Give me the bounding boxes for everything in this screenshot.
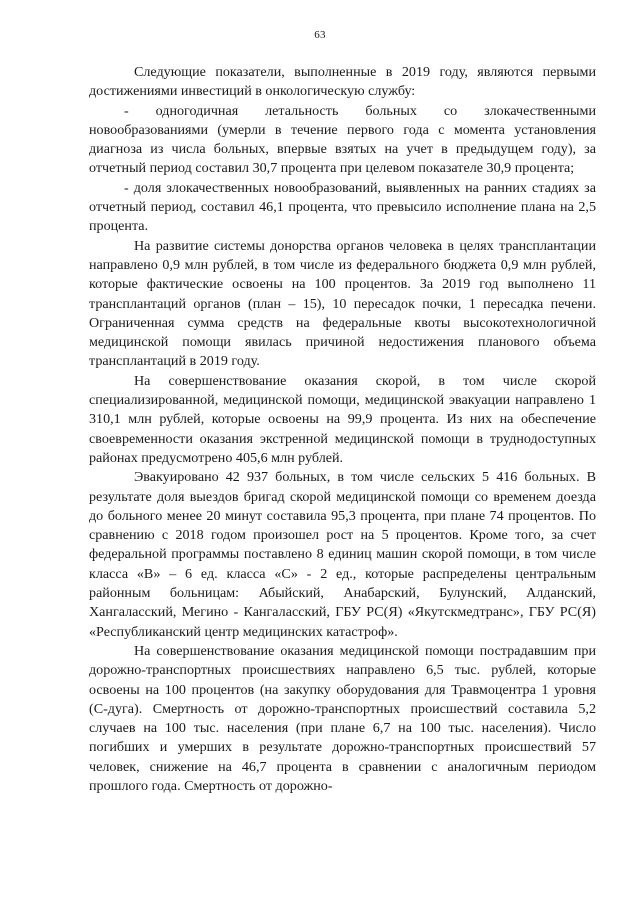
list-item-early-detection: - доля злокачественных новообразований, выявленных на ранних стадиях за отчетный период, составил 46,1 процента, что превысило исполнение плана на 2,5 процента.: [89, 179, 596, 235]
page-number: 63: [314, 29, 326, 41]
paragraph-road-accidents: На совершенствование оказания медицинской помощи пострадавшим при дорожно-транспортных происшествиях направлено 6,5 тыс. рублей, которые освоены на 100 процентов (на закупку оборудования для Травмоцентра 1 уровня (С-дуга). Смертность от дорожно-транспортных происшествий составила 5,2 случаев на 100 тыс. населения (при плане 6,7 на 100 тыс. населения). Число погибших и умерших в результате дорожно-транспортных происшествий 57 человек, снижение на 46,7 процента в сравнении с аналогичным периодом прошлого года. Смертность от дорожно-: [89, 642, 596, 794]
paragraph-evacuation: Эвакуировано 42 937 больных, в том числе сельских 5 416 больных. В результате доля выездов бригад скорой медицинской помощи со временем доезда до больного менее 20 минут составила 95,3 процента, при плане 74 процентов. По сравнению с 2018 годом произошел рост на 5 процентов. Кроме того, за счет федеральной программы поставлено 8 единиц машин скорой помощи, в том числе класса «В» – 6 ед. класса «С» - 2 ед., которые распределены центральным районным больницам: Абыйский, Анабарский, Булунский, Алданский, Хангаласский, Мегино - Кангаласский, ГБУ РС(Я) «Якутскмедтранс», ГБУ РС(Я) «Республиканский центр медицинских катастроф».: [89, 469, 596, 640]
paragraph-emergency-care: На совершенствование оказания скорой, в том числе скорой специализированной, медицинской помощи, медицинской эвакуации направлено 1 310,1 млн рублей, которые освоены на 99,9 процента. Из них на обеспечение своевременности оказания экстренной медицинской помощи в труднодоступных районах предусмотрено 405,6 млн рублей.: [89, 372, 596, 466]
paragraph-intro: Следующие показатели, выполненные в 2019 году, являются первыми достижениями инвестиций в онкологическую службу:: [89, 64, 596, 100]
body-text: [89, 63, 596, 796]
list-item-mortality: - одногодичная летальность больных со злокачественными новообразованиями (умерли в течение первого года с момента установления диагноза из числа больных, впервые взятых на учет в предыдущем году), за отчетный период составил 30,7 процента при целевом показателе 30,9 процента;: [89, 102, 596, 177]
paragraph-organ-donation: На развитие системы донорства органов человека в целях трансплантации направлено 0,9 млн рублей, в том числе из федерального бюджета 0,9 млн рублей, которые фактические освоены на 100 процентов. За 2019 год выполнено 11 трансплантаций органов (план – 15), 10 пересадок почки, 1 пересадка печени. Ограниченная сумма средств на федеральные квоты высокотехнологичной медицинской помощи явилась причиной недостижения планового объема трансплантаций в 2019 году.: [89, 237, 596, 370]
